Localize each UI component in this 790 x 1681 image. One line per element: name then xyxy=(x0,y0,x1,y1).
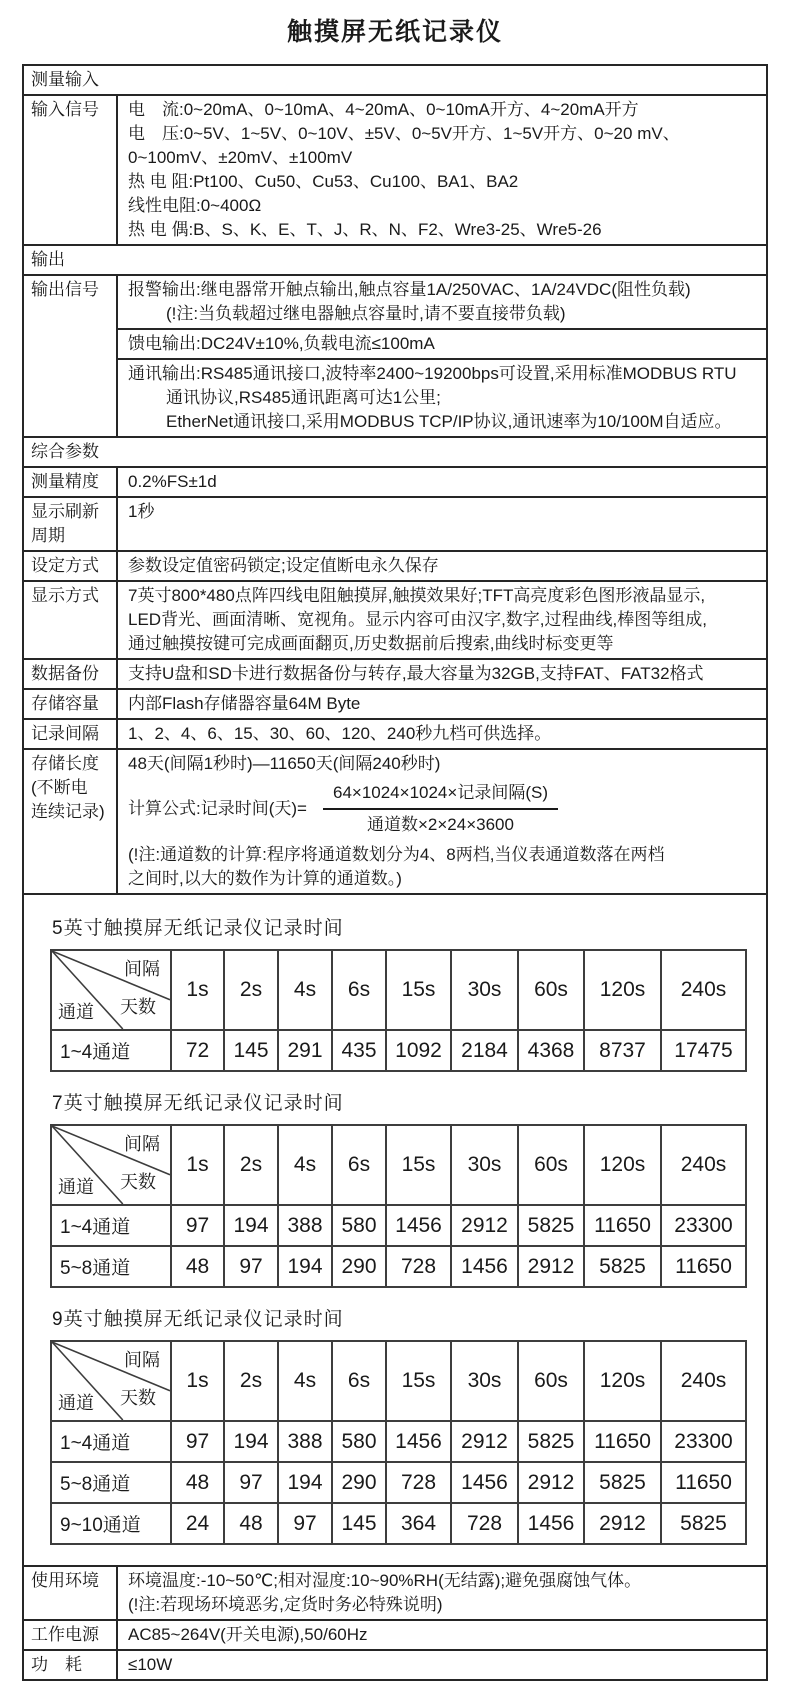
corner-header-cell xyxy=(51,1341,171,1421)
spec-value-display-mode xyxy=(118,582,766,658)
record-row xyxy=(51,1421,746,1462)
corner-channel-label: 通道 xyxy=(58,1002,94,1022)
row-data-backup xyxy=(24,658,766,688)
spec-value-power-supply: AC85~264V(开关电源),50/60Hz xyxy=(128,1625,368,1644)
days-value-cell: 5825 xyxy=(661,1503,746,1544)
interval-header: 240s xyxy=(661,1341,746,1421)
days-value-cell: 1092 xyxy=(386,1030,451,1071)
days-value-cell: 1456 xyxy=(451,1462,518,1503)
comm-output-line3: EtherNet通讯接口,采用MODBUS TCP/IP协议,通讯速率为10/100M自适应。 xyxy=(166,412,732,431)
spec-value-power-consumption: ≤10W xyxy=(128,1655,173,1674)
interval-header: 1s xyxy=(171,950,224,1030)
interval-header: 4s xyxy=(278,1341,332,1421)
comm-output-cell xyxy=(118,358,766,436)
alarm-output-line: 报警输出:继电器常开触点输出,触点容量1A/250VAC、1A/24VDC(阻性负载) xyxy=(128,280,691,299)
environment-note: (!注:若现场环境恶劣,定货时务必特殊说明) xyxy=(128,1595,443,1614)
storage-length-formula xyxy=(128,781,760,837)
feed-output-line: 馈电输出:DC24V±10%,负载电流≤100mA xyxy=(128,334,435,353)
page-title: 触摸屏无纸记录仪 xyxy=(286,18,503,46)
record-table-5inch xyxy=(50,949,747,1072)
interval-header: 120s xyxy=(584,1125,661,1205)
input-signal-linear-resistance-line: 线性电阻:0~400Ω xyxy=(128,196,262,215)
row-environment xyxy=(24,1565,766,1619)
days-value-cell: 97 xyxy=(278,1503,332,1544)
days-value-cell: 435 xyxy=(332,1030,386,1071)
days-value-cell: 388 xyxy=(278,1205,332,1246)
days-value-cell: 5825 xyxy=(518,1421,584,1462)
spec-label-data-backup: 数据备份 xyxy=(24,660,118,688)
days-value-cell: 23300 xyxy=(661,1205,746,1246)
days-value-cell: 194 xyxy=(224,1205,278,1246)
refresh-label-line2: 周期 xyxy=(31,526,65,545)
spec-label-refresh-period xyxy=(24,498,118,550)
days-value-cell: 11650 xyxy=(584,1421,661,1462)
spec-label-power-supply: 工作电源 xyxy=(24,1621,118,1649)
record-row xyxy=(51,1246,746,1287)
spec-label-record-interval: 记录间隔 xyxy=(24,720,118,748)
spec-label-display-mode: 显示方式 xyxy=(24,582,118,658)
row-power-supply xyxy=(24,1619,766,1649)
channel-cell: 1~4通道 xyxy=(51,1030,171,1071)
spec-value-accuracy: 0.2%FS±1d xyxy=(128,472,217,491)
days-value-cell: 291 xyxy=(278,1030,332,1071)
days-value-cell: 23300 xyxy=(661,1421,746,1462)
spec-table xyxy=(22,64,768,1681)
spec-label-storage-length xyxy=(24,750,118,893)
days-value-cell: 11650 xyxy=(661,1246,746,1287)
days-value-cell: 97 xyxy=(224,1462,278,1503)
days-value-cell: 1456 xyxy=(518,1503,584,1544)
days-value-cell: 580 xyxy=(332,1205,386,1246)
days-value-cell: 728 xyxy=(451,1503,518,1544)
section-header-measure-input: 测量输入 xyxy=(31,70,99,89)
record-table-block-7inch xyxy=(50,1088,747,1288)
interval-header: 60s xyxy=(518,1125,584,1205)
row-power-consumption xyxy=(24,1649,766,1679)
days-value-cell: 97 xyxy=(171,1205,224,1246)
channel-cell: 1~4通道 xyxy=(51,1205,171,1246)
record-table-title-9inch: 9英寸触摸屏无纸记录仪记录时间 xyxy=(52,1309,344,1330)
interval-header: 6s xyxy=(332,1125,386,1205)
row-storage-length xyxy=(24,748,766,893)
days-value-cell: 5825 xyxy=(584,1246,661,1287)
corner-days-label: 天数 xyxy=(120,997,156,1017)
days-value-cell: 728 xyxy=(386,1462,451,1503)
days-value-cell: 2912 xyxy=(518,1462,584,1503)
spec-value-data-backup: 支持U盘和SD卡进行数据备份与转存,最大容量为32GB,支持FAT、FAT32格式 xyxy=(128,664,704,683)
spec-value-refresh-period: 1秒 xyxy=(128,502,155,521)
formula-fraction xyxy=(323,781,558,837)
corner-header-cell xyxy=(51,1125,171,1205)
comm-output-line1: 通讯输出:RS485通讯接口,波特率2400~19200bps可设置,采用标准MODBUS RTU xyxy=(128,364,737,383)
row-display-mode xyxy=(24,580,766,658)
days-value-cell: 1456 xyxy=(386,1205,451,1246)
interval-header: 120s xyxy=(584,1341,661,1421)
row-setting-mode xyxy=(24,550,766,580)
input-signal-rtd-line: 热 电 阻:Pt100、Cu50、Cu53、Cu100、BA1、BA2 xyxy=(128,172,519,191)
row-accuracy xyxy=(24,466,766,496)
spec-label-setting-mode: 设定方式 xyxy=(24,552,118,580)
interval-header: 15s xyxy=(386,950,451,1030)
display-mode-line3: 通过触摸按键可完成画面翻页,历史数据前后搜索,曲线时标变更等 xyxy=(128,634,614,653)
feed-output-cell xyxy=(118,328,766,358)
input-signal-voltage-line: 电 压:0~5V、1~5V、0~10V、±5V、0~5V开方、1~5V开方、0~20 mV、 xyxy=(128,124,680,143)
storage-length-note-line1: (!注:通道数的计算:程序将通道数划分为4、8两档,当仪表通道数落在两档 xyxy=(128,845,665,864)
section-header-general-params: 综合参数 xyxy=(31,442,99,461)
channel-cell: 9~10通道 xyxy=(51,1503,171,1544)
storage-length-label-line3: 连续记录) xyxy=(31,802,105,821)
corner-channel-label: 通道 xyxy=(58,1393,94,1413)
record-table-block-5inch xyxy=(50,913,747,1072)
record-row xyxy=(51,1462,746,1503)
spec-value-storage-length xyxy=(118,750,766,893)
formula-numerator: 64×1024×1024×记录间隔(S) xyxy=(323,781,558,810)
row-refresh-period xyxy=(24,496,766,550)
spec-value-input-signal xyxy=(118,96,766,244)
interval-header: 2s xyxy=(224,1341,278,1421)
row-record-interval xyxy=(24,718,766,748)
spec-value-record-interval: 1、2、4、6、15、30、60、120、240秒九档可供选择。 xyxy=(128,724,552,743)
days-value-cell: 580 xyxy=(332,1421,386,1462)
section-row-measure-input xyxy=(24,66,766,94)
days-value-cell: 388 xyxy=(278,1421,332,1462)
section-row-general-params xyxy=(24,436,766,466)
days-value-cell: 2912 xyxy=(451,1205,518,1246)
days-value-cell: 97 xyxy=(224,1246,278,1287)
environment-line1: 环境温度:-10~50℃;相对湿度:10~90%RH(无结露);避免强腐蚀气体。 xyxy=(128,1571,642,1590)
days-value-cell: 72 xyxy=(171,1030,224,1071)
row-storage-capacity xyxy=(24,688,766,718)
record-table-9inch xyxy=(50,1340,747,1545)
interval-header: 30s xyxy=(451,950,518,1030)
days-value-cell: 4368 xyxy=(518,1030,584,1071)
row-input-signal xyxy=(24,94,766,244)
comm-output-line2: 通讯协议,RS485通讯距离可达1公里; xyxy=(166,388,441,407)
record-row xyxy=(51,1030,746,1071)
row-output-signal xyxy=(24,274,766,436)
days-value-cell: 5825 xyxy=(518,1205,584,1246)
record-row xyxy=(51,1205,746,1246)
days-value-cell: 1456 xyxy=(386,1421,451,1462)
spec-value-setting-mode: 参数设定值密码锁定;设定值断电永久保存 xyxy=(128,556,439,575)
corner-days-label: 天数 xyxy=(120,1388,156,1408)
storage-length-label-line1: 存储长度 xyxy=(31,754,99,773)
interval-header: 240s xyxy=(661,950,746,1030)
corner-header-cell xyxy=(51,950,171,1030)
corner-interval-label: 间隔 xyxy=(124,1134,160,1154)
record-row xyxy=(51,1503,746,1544)
days-value-cell: 1456 xyxy=(451,1246,518,1287)
days-value-cell: 194 xyxy=(224,1421,278,1462)
channel-cell: 5~8通道 xyxy=(51,1246,171,1287)
spec-label-storage-capacity: 存储容量 xyxy=(24,690,118,718)
corner-days-label: 天数 xyxy=(120,1172,156,1192)
interval-header: 120s xyxy=(584,950,661,1030)
display-mode-line1: 7英寸800*480点阵四线电阻触摸屏,触摸效果好;TFT高亮度彩色图形液晶显示, xyxy=(128,586,706,605)
interval-header: 4s xyxy=(278,950,332,1030)
corner-interval-label: 间隔 xyxy=(124,959,160,979)
section-row-output xyxy=(24,244,766,274)
days-value-cell: 2912 xyxy=(451,1421,518,1462)
days-value-cell: 97 xyxy=(171,1421,224,1462)
formula-denominator: 通道数×2×24×3600 xyxy=(367,815,514,834)
interval-header: 240s xyxy=(661,1125,746,1205)
input-signal-thermocouple-line: 热 电 偶:B、S、K、E、T、J、R、N、F2、Wre3-25、Wre5-26 xyxy=(128,220,602,239)
days-value-cell: 48 xyxy=(171,1462,224,1503)
spec-label-environment: 使用环境 xyxy=(24,1567,118,1619)
days-value-cell: 11650 xyxy=(584,1205,661,1246)
section-header-output: 输出 xyxy=(31,250,65,269)
alarm-output-cell xyxy=(118,276,766,328)
corner-channel-label: 通道 xyxy=(58,1177,94,1197)
channel-cell: 1~4通道 xyxy=(51,1421,171,1462)
interval-header: 60s xyxy=(518,1341,584,1421)
interval-header: 4s xyxy=(278,1125,332,1205)
alarm-output-note: (!注:当负载超过继电器触点容量时,请不要直接带负载) xyxy=(166,304,566,323)
days-value-cell: 2184 xyxy=(451,1030,518,1071)
display-mode-line2: LED背光、画面清晰、宽视角。显示内容可由汉字,数字,过程曲线,棒图等组成, xyxy=(128,610,707,629)
days-value-cell: 145 xyxy=(332,1503,386,1544)
interval-header: 1s xyxy=(171,1341,224,1421)
days-value-cell: 290 xyxy=(332,1462,386,1503)
days-value-cell: 290 xyxy=(332,1246,386,1287)
corner-interval-label: 间隔 xyxy=(124,1350,160,1370)
days-value-cell: 194 xyxy=(278,1246,332,1287)
interval-header: 30s xyxy=(451,1341,518,1421)
interval-header: 6s xyxy=(332,1341,386,1421)
days-value-cell: 728 xyxy=(386,1246,451,1287)
interval-header: 2s xyxy=(224,950,278,1030)
row-record-time-tables xyxy=(24,893,766,1565)
storage-length-label-line2: (不断电 xyxy=(31,778,88,797)
days-value-cell: 194 xyxy=(278,1462,332,1503)
record-table-title-7inch: 7英寸触摸屏无纸记录仪记录时间 xyxy=(52,1093,344,1114)
interval-header: 2s xyxy=(224,1125,278,1205)
spec-label-accuracy: 测量精度 xyxy=(24,468,118,496)
days-value-cell: 11650 xyxy=(661,1462,746,1503)
days-value-cell: 5825 xyxy=(584,1462,661,1503)
interval-header: 15s xyxy=(386,1341,451,1421)
days-value-cell: 48 xyxy=(224,1503,278,1544)
interval-header: 6s xyxy=(332,950,386,1030)
record-table-block-9inch xyxy=(50,1304,747,1545)
days-value-cell: 364 xyxy=(386,1503,451,1544)
spec-label-input-signal: 输入信号 xyxy=(24,96,118,244)
interval-header: 30s xyxy=(451,1125,518,1205)
input-signal-current-line: 电 流:0~20mA、0~10mA、4~20mA、0~10mA开方、4~20mA开方 xyxy=(128,100,639,119)
channel-cell: 5~8通道 xyxy=(51,1462,171,1503)
interval-header: 15s xyxy=(386,1125,451,1205)
spec-label-output-signal: 输出信号 xyxy=(24,276,118,436)
interval-header: 60s xyxy=(518,950,584,1030)
record-table-7inch xyxy=(50,1124,747,1288)
refresh-label-line1: 显示刷新 xyxy=(31,502,99,521)
days-value-cell: 48 xyxy=(171,1246,224,1287)
output-signal-stack xyxy=(118,276,766,436)
record-time-tables-cell xyxy=(24,895,767,1565)
input-signal-voltage-line2: 0~100mV、±20mV、±100mV xyxy=(128,148,353,167)
days-value-cell: 8737 xyxy=(584,1030,661,1071)
spec-value-environment xyxy=(118,1567,766,1619)
spec-value-storage-capacity: 内部Flash存储器容量64M Byte xyxy=(128,694,361,713)
storage-length-note-line2: 之间时,以大的数作为计算的通道数。) xyxy=(128,869,402,888)
storage-length-range: 48天(间隔1秒时)—11650天(间隔240秒时) xyxy=(128,754,441,773)
days-value-cell: 145 xyxy=(224,1030,278,1071)
record-table-title-5inch: 5英寸触摸屏无纸记录仪记录时间 xyxy=(52,918,344,939)
formula-label: 计算公式:记录时间(天)= xyxy=(128,799,307,818)
days-value-cell: 2912 xyxy=(518,1246,584,1287)
days-value-cell: 24 xyxy=(171,1503,224,1544)
days-value-cell: 2912 xyxy=(584,1503,661,1544)
days-value-cell: 17475 xyxy=(661,1030,746,1071)
interval-header: 1s xyxy=(171,1125,224,1205)
spec-label-power-consumption: 功 耗 xyxy=(24,1651,118,1679)
